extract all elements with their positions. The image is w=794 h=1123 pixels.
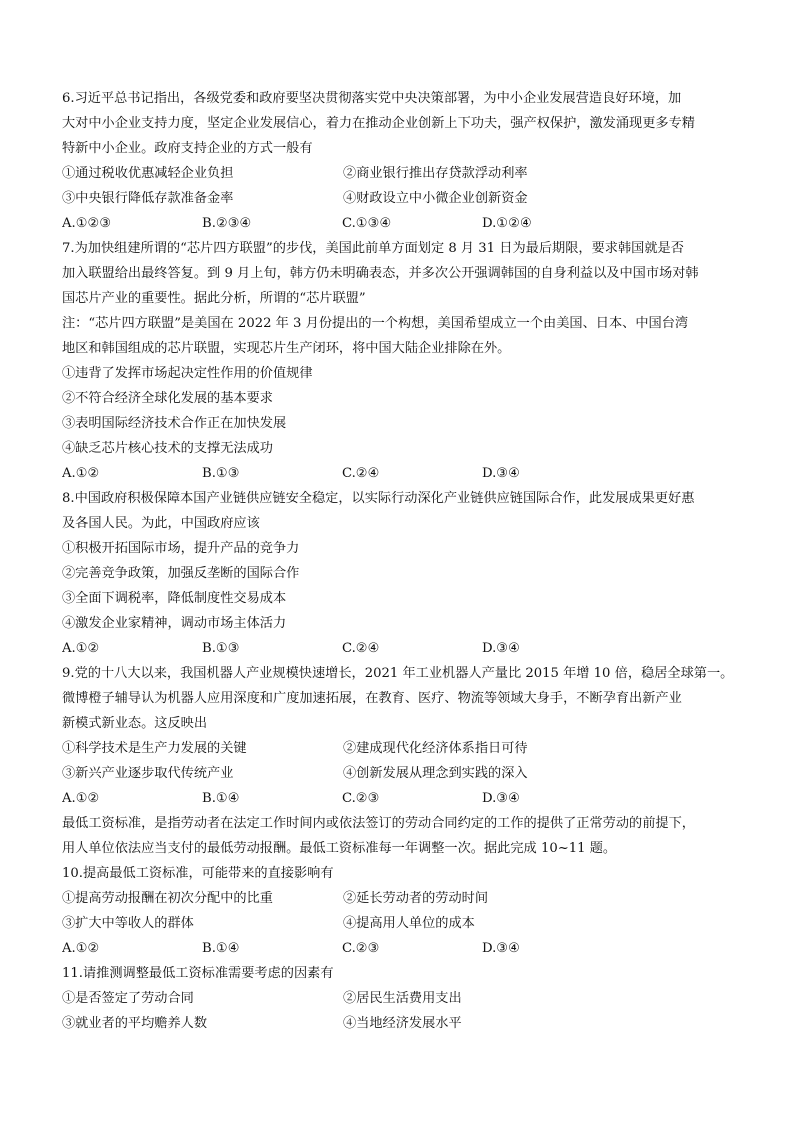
question-10 — [62, 861, 742, 961]
q9-option-c: C.②③ — [342, 791, 380, 806]
q7-option-d: D.③④ — [482, 466, 520, 481]
question-8 — [62, 486, 742, 661]
question-7 — [62, 236, 742, 486]
q7-stem-line: 加入联盟给出最终答复。到 9 月上旬，韩方仍未明确表态，并多次公开强调韩国的自身利益以及中国市场对韩 — [62, 266, 699, 281]
q9-item-1: ①科学技术是生产力发展的关键 — [62, 741, 247, 756]
q11-item-1: ①是否签定了劳动合同 — [62, 991, 194, 1006]
question-6 — [62, 86, 742, 236]
q7-stem-line: 7.为加快组建所谓的“芯片四方联盟”的步伐，美国此前单方面划定 8 月 31 日为最后期限，要求韩国就是否 — [62, 241, 684, 256]
q8-item-4: ④激发企业家精神，调动市场主体活力 — [62, 616, 287, 631]
q10-option-a: A.①② — [62, 941, 100, 956]
q9-stem-line: 9.党的十八大以来，我国机器人产业规模快速增长，2021 年工业机器人产量比 2015 年增 10 倍，稳居全球第一。 — [62, 666, 734, 681]
q11-item-3: ③就业者的平均赡养人数 — [62, 1016, 208, 1031]
q10-item-4: ④提高用人单位的成本 — [343, 916, 475, 931]
q7-note-line: 注：“芯片四方联盟”是美国在 2022 年 3 月份提出的一个构想，美国希望成立一个由美国、日本、中国台湾 — [62, 316, 689, 331]
question-11 — [62, 961, 742, 1036]
question-9 — [62, 661, 742, 811]
q11-stem-line: 11.请推测调整最低工资标准需要考虑的因素有 — [62, 966, 334, 981]
q10-item-2: ②延长劳动者的劳动时间 — [343, 891, 489, 906]
q8-option-c: C.②④ — [342, 641, 380, 656]
q9-option-a: A.①② — [62, 791, 100, 806]
q7-option-b: B.①③ — [202, 466, 240, 481]
material-10-11 — [62, 811, 742, 861]
q6-item-1: ①通过税收优惠减轻企业负担 — [62, 166, 234, 181]
material-line: 用人单位依法应当支付的最低劳动报酬。最低工资标准每一年调整一次。据此完成 10~11 题。 — [62, 841, 617, 856]
q9-item-4: ④创新发展从理念到实践的深入 — [343, 766, 528, 781]
material-line: 最低工资标准，是指劳动者在法定工作时间内或依法签订的劳动合同约定的工作的提供了正常劳动的前提下， — [62, 816, 695, 831]
q10-option-d: D.③④ — [482, 941, 520, 956]
q7-item-3: ③表明国际经济技术合作正在加快发展 — [62, 416, 287, 431]
q9-option-d: D.③④ — [482, 791, 520, 806]
q9-stem-line: 新模式新业态。这反映出 — [62, 716, 208, 731]
q11-item-4: ④当地经济发展水平 — [343, 1016, 462, 1031]
q10-option-c: C.②③ — [342, 941, 380, 956]
q11-item-2: ②居民生活费用支出 — [343, 991, 462, 1006]
q10-stem-line: 10.提高最低工资标准，可能带来的直接影响有 — [62, 866, 334, 881]
q6-stem-line: 大对中小企业支持力度，坚定企业发展信心，着力在推动企业创新上下功夫，强产权保护，激发涌现更多专精 — [62, 116, 695, 131]
q7-stem-line: 国芯片产业的重要性。据此分析，所谓的“芯片联盟” — [62, 291, 366, 306]
q8-item-2: ②完善竞争政策，加强反垄断的国际合作 — [62, 566, 300, 581]
q9-item-2: ②建成现代化经济体系指日可待 — [343, 741, 528, 756]
q6-item-2: ②商业银行推出存贷款浮动利率 — [343, 166, 528, 181]
q7-item-1: ①违背了发挥市场起决定性作用的价值规律 — [62, 366, 313, 381]
q8-stem-line: 及各国人民。为此，中国政府应该 — [62, 516, 260, 531]
q10-option-b: B.①④ — [202, 941, 240, 956]
q6-option-d: D.①②④ — [482, 216, 532, 231]
q6-option-a: A.①②③ — [62, 216, 112, 231]
q9-item-3: ③新兴产业逐步取代传统产业 — [62, 766, 234, 781]
q8-stem-line: 8.中国政府积极保障本国产业链供应链安全稳定，以实际行动深化产业链供应链国际合作，此发展成果更好惠 — [62, 491, 695, 506]
q7-item-2: ②不符合经济全球化发展的基本要求 — [62, 391, 273, 406]
exam-page — [62, 86, 742, 1036]
q6-stem-line: 特新中小企业。政府支持企业的方式一般有 — [62, 141, 313, 156]
q6-stem-line: 6.习近平总书记指出，各级党委和政府要坚决贯彻落实党中央决策部署，为中小企业发展营造良好环境，加 — [62, 91, 682, 106]
q10-item-1: ①提高劳动报酬在初次分配中的比重 — [62, 891, 273, 906]
q8-item-1: ①积极开拓国际市场，提升产品的竞争力 — [62, 541, 300, 556]
q7-note-line: 地区和韩国组成的芯片联盟，实现芯片生产闭环，将中国大陆企业排除在外。 — [62, 341, 511, 356]
q7-option-c: C.②④ — [342, 466, 380, 481]
q8-option-d: D.③④ — [482, 641, 520, 656]
q9-option-b: B.①④ — [202, 791, 240, 806]
q8-option-a: A.①② — [62, 641, 100, 656]
q6-item-4: ④财政设立中小微企业创新资金 — [343, 191, 528, 206]
q9-stem-line: 微博橙子辅导认为机器人应用深度和广度加速拓展，在教育、医疗、物流等领域大身手，不断孕育出新产业 — [62, 691, 682, 706]
q6-option-b: B.②③④ — [202, 216, 252, 231]
q8-option-b: B.①③ — [202, 641, 240, 656]
q8-item-3: ③全面下调税率，降低制度性交易成本 — [62, 591, 287, 606]
q6-item-3: ③中央银行降低存款准备金率 — [62, 191, 234, 206]
q6-option-c: C.①③④ — [342, 216, 392, 231]
q7-item-4: ④缺乏芯片核心技术的支撑无法成功 — [62, 441, 273, 456]
q7-option-a: A.①② — [62, 466, 100, 481]
q10-item-3: ③扩大中等收人的群体 — [62, 916, 194, 931]
